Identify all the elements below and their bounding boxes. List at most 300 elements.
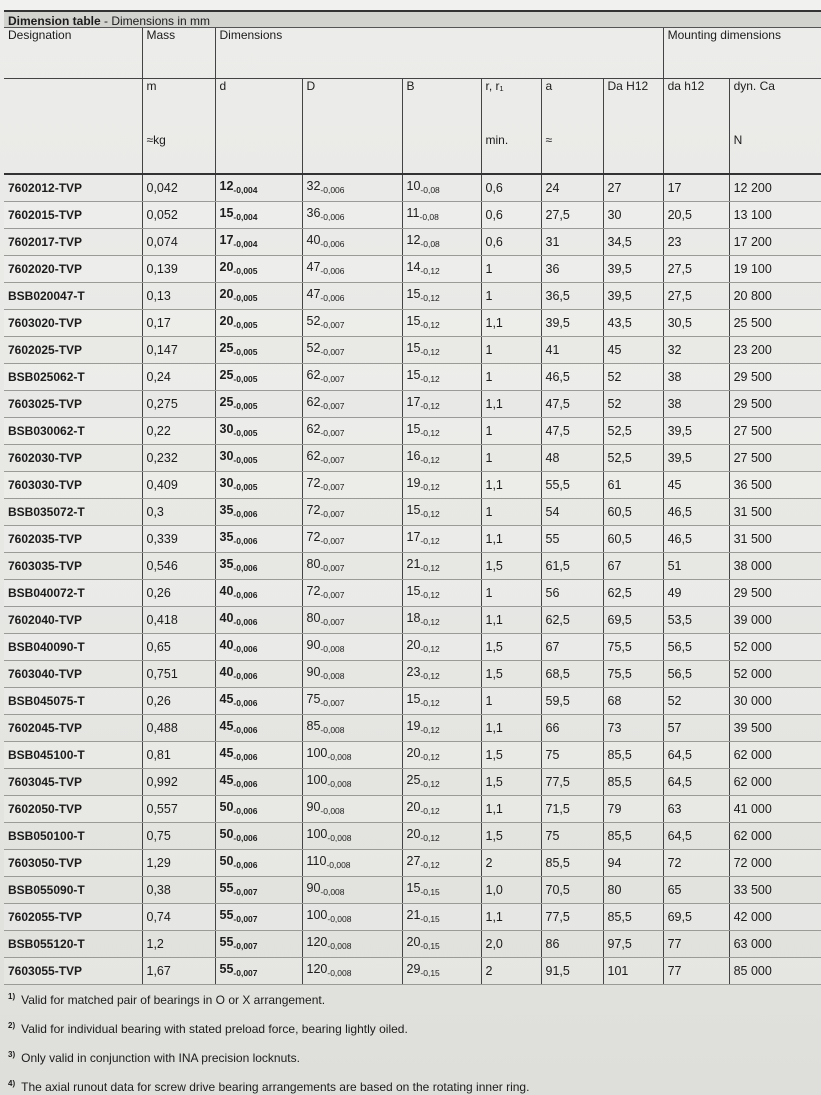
cell-d [215,850,302,877]
cell-B [402,229,481,256]
cell-B-tolerance: -0,12 [420,590,440,600]
cell-designation: 7602030-TVP [4,445,142,472]
cell-D-tolerance: -0,007 [320,347,345,357]
cell-Da: 45 [603,337,663,364]
cell-B-value: 15 [406,422,421,436]
cell-da: 20,5 [663,202,729,229]
cell-d-value: 35 [219,557,234,571]
cell-designation: BSB020047-T [4,283,142,310]
cell-B-value: 15 [406,314,421,328]
cell-Ca: 20 800 [729,283,821,310]
cell-Da: 69,5 [603,607,663,634]
cell-D [302,580,402,607]
cell-r: 1 [481,337,541,364]
cell-Ca: 85 000 [729,958,821,985]
cell-r: 1 [481,283,541,310]
cell-d-value: 20 [219,314,234,328]
cell-d [215,553,302,580]
dimension-table [4,28,821,985]
table-row [4,877,821,904]
cell-r: 1,5 [481,823,541,850]
cell-d-tolerance: -0,005 [233,482,258,492]
cell-D-tolerance: -0,008 [326,860,351,870]
cell-da: 17 [663,174,729,202]
cell-da: 27,5 [663,283,729,310]
cell-B-value: 15 [406,341,421,355]
cell-r: 1,1 [481,904,541,931]
cell-a: 71,5 [541,796,603,823]
cell-da: 32 [663,337,729,364]
table-row [4,174,821,202]
cell-mass: 1,2 [142,931,215,958]
cell-D [302,391,402,418]
cell-B-tolerance: -0,12 [420,752,440,762]
cell-B [402,796,481,823]
footnote-text: Valid for individual bearing with stated preload force, bearing lightly oiled. [21,1022,408,1036]
cell-D-value: 72 [306,584,321,598]
cell-B-value: 17 [406,530,421,544]
table-row [4,499,821,526]
cell-designation: 7602015-TVP [4,202,142,229]
cell-d [215,202,302,229]
cell-a: 27,5 [541,202,603,229]
footnotes [8,984,808,1095]
cell-da: 65 [663,877,729,904]
cell-d-tolerance: -0,007 [233,941,258,951]
cell-d-value: 12 [219,179,234,193]
header-blank-1 [4,133,142,174]
cell-d [215,580,302,607]
cell-mass: 0,3 [142,499,215,526]
cell-B-tolerance: -0,12 [420,698,440,708]
cell-D [302,310,402,337]
cell-Da: 85,5 [603,742,663,769]
cell-da: 46,5 [663,526,729,553]
cell-D [302,877,402,904]
cell-D-value: 47 [306,287,321,301]
cell-B [402,850,481,877]
cell-d-tolerance: -0,006 [233,671,258,681]
cell-B-value: 20 [406,746,421,760]
cell-d [215,823,302,850]
cell-mass: 0,074 [142,229,215,256]
cell-designation: 7602045-TVP [4,715,142,742]
cell-d-tolerance: -0,005 [233,401,258,411]
cell-a: 77,5 [541,769,603,796]
cell-B [402,364,481,391]
cell-D [302,958,402,985]
table-row [4,661,821,688]
cell-da: 38 [663,391,729,418]
cell-Da: 60,5 [603,499,663,526]
cell-d-value: 20 [219,287,234,301]
cell-r: 1,1 [481,715,541,742]
cell-Da: 34,5 [603,229,663,256]
cell-designation: 7603040-TVP [4,661,142,688]
cell-D-tolerance: -0,008 [327,941,352,951]
cell-D [302,688,402,715]
cell-designation: BSB030062-T [4,418,142,445]
cell-a: 68,5 [541,661,603,688]
cell-D [302,174,402,202]
cell-B-value: 20 [406,800,421,814]
cell-da: 57 [663,715,729,742]
header-mass: Mass [142,28,215,79]
cell-B [402,256,481,283]
cell-Ca: 31 500 [729,499,821,526]
cell-Da: 73 [603,715,663,742]
cell-B-tolerance: -0,12 [420,833,440,843]
cell-D [302,904,402,931]
cell-d-value: 25 [219,395,234,409]
cell-designation: BSB050100-T [4,823,142,850]
cell-da: 46,5 [663,499,729,526]
cell-B [402,931,481,958]
cell-da: 64,5 [663,742,729,769]
cell-B [402,310,481,337]
table-title-bold: Dimension table [8,14,101,28]
cell-D-tolerance: -0,007 [320,320,345,330]
header-load-unit: N [729,133,821,174]
cell-B-value: 11 [406,206,420,220]
cell-Ca: 30 000 [729,688,821,715]
cell-D-value: 90 [306,638,321,652]
cell-D [302,337,402,364]
cell-mass: 0,17 [142,310,215,337]
cell-B-value: 25 [406,773,421,787]
cell-D-value: 52 [306,314,321,328]
cell-D-value: 120 [306,935,328,949]
cell-r: 1,1 [481,472,541,499]
cell-B [402,688,481,715]
cell-da: 63 [663,796,729,823]
cell-mass: 0,74 [142,904,215,931]
table-title-rest: - Dimensions in mm [100,14,211,28]
header-designation: Designation [4,28,142,79]
cell-Da: 97,5 [603,931,663,958]
cell-D-tolerance: -0,006 [320,239,345,249]
footnote-text: Only valid in conjunction with INA precision locknuts. [21,1051,300,1065]
cell-D [302,742,402,769]
cell-r: 1,1 [481,796,541,823]
cell-mass: 0,409 [142,472,215,499]
cell-d-value: 55 [219,881,234,895]
cell-d [215,445,302,472]
cell-d-tolerance: -0,004 [233,185,258,195]
cell-d-tolerance: -0,006 [233,536,258,546]
cell-D [302,472,402,499]
cell-d-tolerance: -0,006 [233,617,258,627]
cell-da: 77 [663,958,729,985]
cell-D-value: 36 [306,206,321,220]
cell-mass: 0,232 [142,445,215,472]
cell-d-tolerance: -0,007 [233,968,258,978]
cell-B [402,823,481,850]
header-B: B [402,79,481,134]
cell-mass: 0,052 [142,202,215,229]
cell-designation: 7603020-TVP [4,310,142,337]
table-row [4,553,821,580]
table-row [4,202,821,229]
cell-d [215,688,302,715]
cell-D-value: 120 [306,962,328,976]
cell-da: 30,5 [663,310,729,337]
cell-D [302,364,402,391]
cell-mass: 0,488 [142,715,215,742]
cell-B-tolerance: -0,12 [420,806,440,816]
cell-d [215,526,302,553]
cell-D-tolerance: -0,008 [320,806,345,816]
cell-B [402,174,481,202]
cell-a: 47,5 [541,418,603,445]
cell-D [302,823,402,850]
cell-Ca: 72 000 [729,850,821,877]
cell-designation: 7602050-TVP [4,796,142,823]
cell-d-tolerance: -0,007 [233,914,258,924]
cell-a: 59,5 [541,688,603,715]
cell-D [302,499,402,526]
header-blank-6 [663,133,729,174]
cell-mass: 1,29 [142,850,215,877]
cell-B-value: 20 [406,638,421,652]
cell-B-value: 15 [406,584,421,598]
cell-da: 64,5 [663,769,729,796]
cell-designation: 7602020-TVP [4,256,142,283]
cell-d-value: 17 [219,233,234,247]
footnote-text: The axial runout data for screw drive bearing arrangements are based on the rotating inner ring. [21,1080,530,1094]
table-row [4,283,821,310]
cell-r: 0,6 [481,229,541,256]
cell-a: 77,5 [541,904,603,931]
footnote [8,1042,808,1071]
cell-mass: 0,139 [142,256,215,283]
cell-D-value: 100 [306,827,328,841]
cell-designation: BSB035072-T [4,499,142,526]
cell-Ca: 12 200 [729,174,821,202]
cell-D-value: 90 [306,881,321,895]
cell-d-value: 50 [219,800,234,814]
cell-d [215,499,302,526]
cell-a: 62,5 [541,607,603,634]
header-mass-unit: ≈kg [142,133,215,174]
cell-D-value: 62 [306,422,321,436]
cell-a: 85,5 [541,850,603,877]
table-title [4,10,821,28]
cell-B-value: 20 [406,827,421,841]
cell-Da: 85,5 [603,823,663,850]
cell-B-value: 21 [406,557,421,571]
header-a: a [541,79,603,134]
cell-Da: 52,5 [603,418,663,445]
cell-designation: 7603030-TVP [4,472,142,499]
cell-B [402,634,481,661]
table-row [4,931,821,958]
cell-Da: 80 [603,877,663,904]
cell-D-tolerance: -0,007 [320,509,345,519]
table-row [4,445,821,472]
cell-D-tolerance: -0,007 [320,482,345,492]
cell-r: 1,1 [481,526,541,553]
cell-B [402,661,481,688]
cell-B-tolerance: -0,12 [420,374,440,384]
cell-D-tolerance: -0,007 [320,563,345,573]
cell-designation: 7602012-TVP [4,174,142,202]
cell-designation: 7603055-TVP [4,958,142,985]
table-row [4,364,821,391]
cell-B-value: 14 [406,260,421,274]
cell-a: 41 [541,337,603,364]
cell-B [402,958,481,985]
cell-a: 86 [541,931,603,958]
cell-r: 1,5 [481,769,541,796]
cell-r: 1,5 [481,742,541,769]
cell-D-tolerance: -0,008 [327,968,352,978]
cell-D [302,202,402,229]
cell-r: 1,5 [481,634,541,661]
cell-D-tolerance: -0,008 [327,752,352,762]
table-row [4,904,821,931]
cell-D-value: 80 [306,611,321,625]
cell-mass: 0,992 [142,769,215,796]
cell-Ca: 39 500 [729,715,821,742]
cell-d-tolerance: -0,007 [233,887,258,897]
cell-D-tolerance: -0,007 [320,374,345,384]
cell-Ca: 29 500 [729,391,821,418]
cell-Da: 52 [603,391,663,418]
cell-B-value: 15 [406,368,421,382]
cell-D [302,553,402,580]
cell-mass: 1,67 [142,958,215,985]
table-row [4,310,821,337]
cell-d-value: 55 [219,962,234,976]
cell-B-tolerance: -0,12 [420,644,440,654]
cell-d [215,877,302,904]
cell-da: 27,5 [663,256,729,283]
table-row [4,580,821,607]
cell-d [215,958,302,985]
cell-a: 91,5 [541,958,603,985]
cell-da: 53,5 [663,607,729,634]
cell-Ca: 62 000 [729,769,821,796]
cell-B-tolerance: -0,12 [420,266,440,276]
cell-r: 1,0 [481,877,541,904]
cell-B [402,499,481,526]
cell-designation: BSB045100-T [4,742,142,769]
cell-d-value: 35 [219,503,234,517]
cell-B-tolerance: -0,12 [420,617,440,627]
header-r: r, r₁ [481,79,541,134]
cell-a: 56 [541,580,603,607]
cell-designation: 7603035-TVP [4,553,142,580]
cell-d [215,634,302,661]
cell-B [402,877,481,904]
cell-D-tolerance: -0,006 [320,212,345,222]
cell-B [402,769,481,796]
cell-B-tolerance: -0,12 [420,779,440,789]
table-row [4,472,821,499]
cell-D-value: 72 [306,530,321,544]
footnote [8,1013,808,1042]
cell-D [302,229,402,256]
cell-B-tolerance: -0,15 [420,887,440,897]
cell-D-tolerance: -0,008 [327,779,352,789]
cell-r: 2,0 [481,931,541,958]
cell-da: 52 [663,688,729,715]
cell-D-value: 110 [306,854,327,868]
cell-Ca: 17 200 [729,229,821,256]
cell-r: 1,1 [481,607,541,634]
cell-r: 1 [481,364,541,391]
cell-Ca: 52 000 [729,634,821,661]
cell-Ca: 38 000 [729,553,821,580]
cell-Da: 75,5 [603,634,663,661]
cell-a: 75 [541,742,603,769]
cell-D-value: 90 [306,665,321,679]
cell-D-tolerance: -0,008 [320,644,345,654]
cell-d-value: 20 [219,260,234,274]
cell-da: 49 [663,580,729,607]
cell-designation: BSB040090-T [4,634,142,661]
cell-d-value: 40 [219,584,234,598]
cell-D-value: 40 [306,233,321,247]
cell-d-value: 25 [219,368,234,382]
cell-mass: 0,418 [142,607,215,634]
cell-designation: BSB055120-T [4,931,142,958]
cell-B-value: 29 [406,962,421,976]
cell-d [215,337,302,364]
cell-B-tolerance: -0,12 [420,509,440,519]
cell-B-tolerance: -0,12 [420,428,440,438]
cell-a: 55 [541,526,603,553]
cell-d [215,418,302,445]
cell-Da: 61 [603,472,663,499]
cell-D [302,607,402,634]
cell-r: 0,6 [481,174,541,202]
cell-d-tolerance: -0,005 [233,293,258,303]
cell-B-value: 15 [406,287,421,301]
table-row [4,391,821,418]
cell-D-tolerance: -0,008 [327,833,352,843]
cell-d-tolerance: -0,005 [233,347,258,357]
cell-d-tolerance: -0,005 [233,455,258,465]
cell-r: 2 [481,958,541,985]
cell-r: 1,1 [481,310,541,337]
header-da: da h12 [663,79,729,134]
cell-D-tolerance: -0,008 [320,671,345,681]
cell-d-value: 45 [219,773,234,787]
cell-D [302,283,402,310]
cell-Da: 39,5 [603,283,663,310]
cell-B-value: 17 [406,395,421,409]
cell-B-tolerance: -0,12 [420,725,440,735]
cell-B-value: 20 [406,935,421,949]
cell-D-value: 52 [306,341,321,355]
cell-Da: 68 [603,688,663,715]
cell-Da: 60,5 [603,526,663,553]
cell-D [302,931,402,958]
header-blank-2 [215,133,302,174]
table-row [4,634,821,661]
cell-a: 39,5 [541,310,603,337]
cell-B [402,283,481,310]
cell-B-tolerance: -0,12 [420,320,440,330]
cell-r: 0,6 [481,202,541,229]
cell-a: 66 [541,715,603,742]
cell-a: 67 [541,634,603,661]
cell-a: 61,5 [541,553,603,580]
cell-B-tolerance: -0,12 [420,455,440,465]
cell-Ca: 29 500 [729,580,821,607]
